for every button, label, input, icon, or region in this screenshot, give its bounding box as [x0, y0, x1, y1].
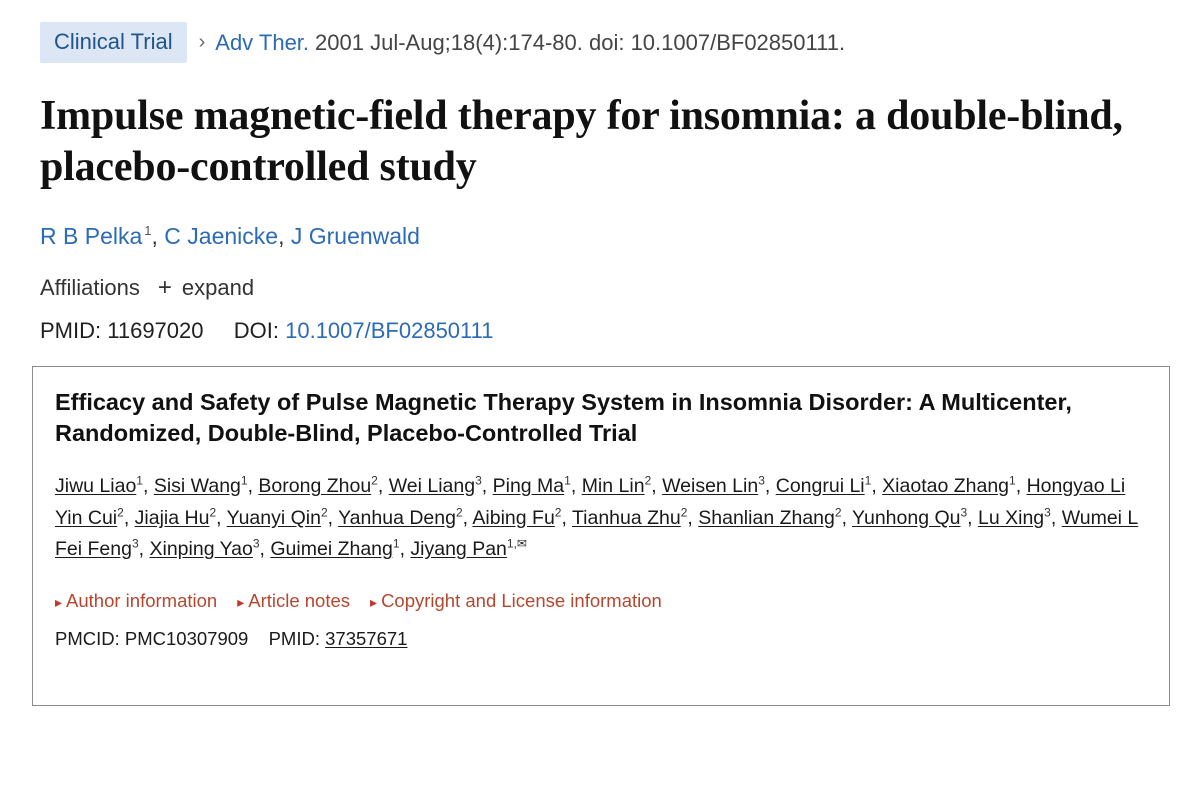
author-link[interactable]: Weisen Lin — [662, 475, 759, 497]
citation-line — [40, 22, 1160, 63]
publication-type-badge[interactable]: Clinical Trial — [40, 22, 187, 63]
article-title: Efficacy and Safety of Pulse Magnetic Therapy System in Insomnia Disorder: A Multicenter, Randomized, Double-Blind, Placebo-Controlled Trial — [55, 388, 1072, 446]
doi-label: DOI: — [233, 317, 279, 343]
author-link[interactable]: Fei Feng — [55, 538, 132, 561]
author-link[interactable]: Sisi Wang — [153, 475, 241, 497]
expand-label[interactable]: expand — [181, 274, 255, 300]
author-affiliation-marker: 3 — [252, 536, 260, 551]
author-affiliation-marker: 1 — [864, 473, 872, 488]
pmcid-label: PMCID: — [55, 627, 120, 649]
doi-link[interactable]: 10.1007/BF02850111 — [285, 317, 494, 343]
author-affiliation-marker: 3 — [758, 473, 765, 488]
author-link[interactable]: Yin Cui — [55, 506, 118, 529]
author-affiliation-marker: 2 — [371, 473, 378, 488]
author-affiliation-marker: 2 — [644, 473, 652, 488]
triangle-right-icon: ▸ — [370, 593, 378, 610]
author-affiliation-marker: 2 — [834, 505, 842, 520]
plus-icon[interactable]: + — [157, 273, 172, 301]
pmc-article-panel — [32, 366, 1170, 706]
author-link[interactable]: Tianhua Zhu — [571, 506, 681, 529]
author-link[interactable]: Borong Zhou — [258, 475, 372, 497]
chevron-right-icon: › — [198, 30, 206, 53]
author-link[interactable]: Congrui Li — [775, 475, 865, 497]
triangle-right-icon: ▸ — [55, 593, 63, 610]
pubmed-record — [0, 0, 1200, 344]
author-affiliation-marker: 1 — [564, 473, 571, 488]
article-authors-line-1: Jiwu Liao$^1$, Sisi Wang$^1$, Borong Zhou$^2$, Wei Liang$^3$, Ping Ma$^1$, Min Lin$^2$, Weisen Lin$^3$, Congrui Li$^1$, Xiaotao Zhang$^1$, Hongyao Li — [55, 473, 1126, 497]
author-link[interactable]: Jiyang Pan — [410, 538, 507, 561]
article-meta-links — [55, 590, 1147, 612]
author-affiliation-marker: 1 — [1009, 473, 1016, 488]
author-link[interactable]: Min Lin — [581, 475, 645, 497]
author-link[interactable]: Shanlian Zhang — [698, 506, 835, 529]
author-link[interactable]: Yuanyi Qin — [226, 506, 321, 529]
author-separator: , — [278, 222, 291, 249]
citation-details: 2001 Jul-Aug;18(4):174-80. doi: 10.1007/BF02850111. — [315, 29, 846, 55]
author-affiliation-marker: 1 — [136, 473, 143, 488]
copyright-license-link[interactable]: Copyright and License information — [381, 589, 662, 611]
author-link[interactable]: Jiajia Hu — [134, 506, 210, 529]
author-item[interactable]: J Gruenwald — [290, 222, 420, 249]
author-link[interactable]: Guimei Zhang — [270, 538, 393, 561]
author-link[interactable]: Xinping Yao — [149, 538, 253, 561]
author-link[interactable]: Hongyao Li — [1026, 475, 1126, 497]
author-link[interactable]: Lu Xing — [978, 506, 1045, 529]
triangle-right-icon: ▸ — [237, 593, 245, 610]
author-affiliation-marker: 2 — [117, 505, 124, 520]
author-item[interactable]: R B Pelka $^1$ — [40, 222, 152, 249]
author-affiliation-marker: 2 — [320, 505, 328, 520]
page-title: Impulse magnetic-field therapy for insomnia: a double-blind, placebo-controlled study — [40, 92, 1123, 190]
article-pmid-link[interactable]: 37357671 — [325, 627, 408, 649]
author-affiliation-marker: 2 — [680, 505, 688, 520]
author-affiliation-marker: 1,✉ — [506, 536, 527, 551]
author-link[interactable]: Yanhua Deng — [338, 506, 456, 529]
author-link[interactable]: Jiwu Liao — [55, 475, 137, 497]
author-affiliation-marker: 1 — [240, 473, 248, 488]
author-affiliation-marker: 3 — [960, 505, 968, 520]
article-author-list — [55, 471, 1147, 566]
author-link[interactable]: Wumei L — [1061, 506, 1139, 529]
author-affiliation-marker: 3 — [131, 536, 139, 551]
author-affiliation-marker: 3 — [1044, 505, 1051, 520]
article-identifiers — [55, 628, 1147, 650]
article-pmid-label: PMID: — [268, 627, 320, 649]
author-link[interactable]: Aibing Fu — [472, 506, 555, 529]
author-affiliation-marker: 1 — [392, 536, 400, 551]
author-link[interactable]: Wei Liang — [388, 475, 476, 497]
identifiers-row — [40, 318, 1160, 344]
author-link[interactable]: Yunhong Qu — [852, 506, 961, 529]
author-item[interactable]: C Jaenicke — [164, 222, 279, 249]
author-affiliation-marker: 1 — [144, 223, 152, 239]
pmid-value: 11697020 — [107, 317, 204, 343]
pmid-label: PMID: — [40, 317, 102, 343]
journal-link[interactable]: Adv Ther. — [215, 29, 310, 55]
author-affiliation-marker: 2 — [455, 505, 463, 520]
article-authors-line-2: Yin Cui$^2$, Jiajia Hu$^2$, Yuanyi Qin$^2$, Yanhua Deng$^2$, Aibing Fu$^2$, Tianhua Zhu$^2$, Shanlian Zhang$^2$, Yunhong Qu$^3$, Lu Xing$^3$, Wumei L — [55, 505, 1139, 529]
author-information-link[interactable]: Author information — [66, 589, 218, 611]
author-affiliation-marker: 2 — [209, 505, 217, 520]
affiliations-label: Affiliations — [40, 274, 140, 300]
affiliations-row[interactable] — [40, 274, 1160, 302]
pmcid-value: PMC10307909 — [124, 627, 249, 649]
author-link[interactable]: Xiaotao Zhang — [882, 475, 1010, 497]
article-authors-line-3: Fei Feng$^3$, Xinping Yao$^3$, Guimei Zhang$^1$, Jiyang Pan$^{1,✉}$ — [55, 536, 527, 561]
author-separator: , — [151, 222, 165, 249]
author-link[interactable]: Ping Ma — [492, 475, 565, 497]
author-affiliation-marker: 2 — [554, 505, 562, 520]
article-notes-link[interactable]: Article notes — [248, 589, 351, 611]
author-affiliation-marker: 3 — [475, 473, 482, 488]
author-list — [40, 223, 1160, 250]
